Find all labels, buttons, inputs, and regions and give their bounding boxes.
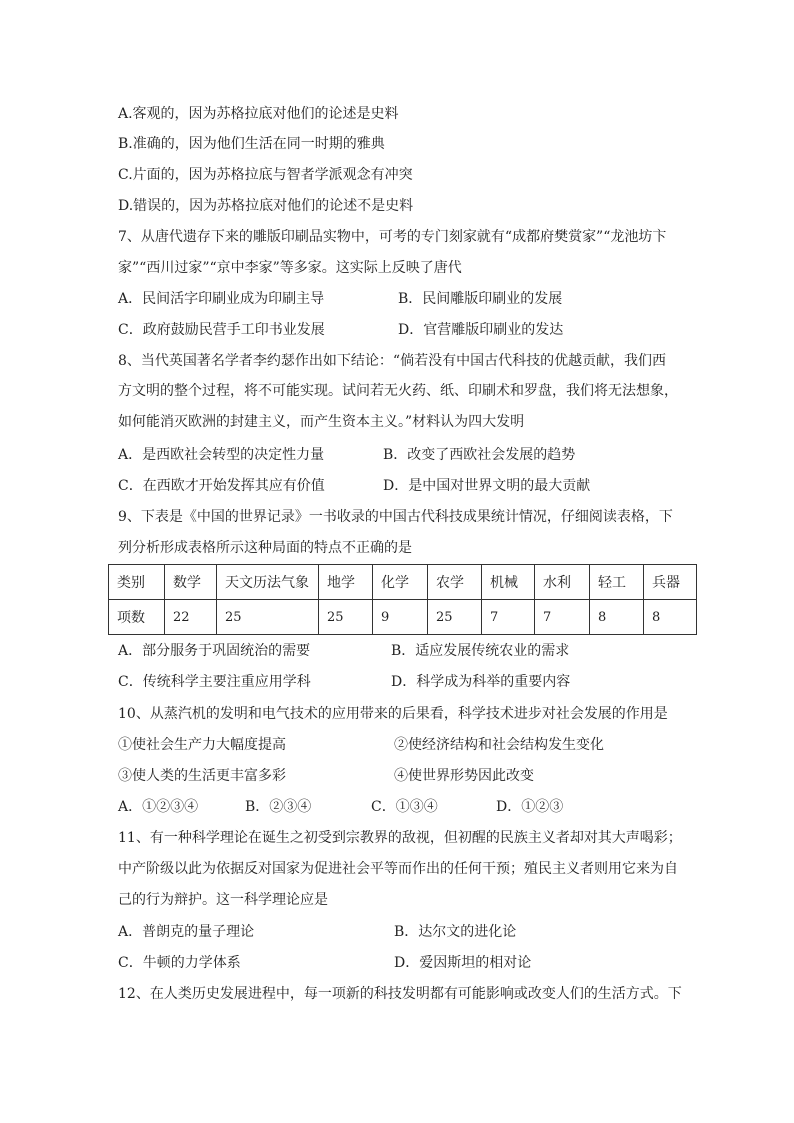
table-cell: 25 — [319, 600, 373, 635]
table-header-cell: 类别 — [109, 565, 165, 600]
table-cell: 9 — [373, 600, 428, 635]
q6-option-c: C.片面的，因为苏格拉底与智者学派观念有冲突 — [118, 167, 413, 183]
q8-option-c: C．在西欧才开始发挥其应有价值 — [118, 478, 325, 494]
q9-option-c: C．传统科学主要注重应用学科 — [118, 674, 311, 690]
table-cell: 25 — [217, 600, 319, 635]
table-header-cell: 农学 — [428, 565, 482, 600]
table-cell: 8 — [590, 600, 644, 635]
q8-stem-line2: 方文明的整个过程，将不可能实现。试问若无火药、纸、印刷术和罗盘，我们将无法想象， — [118, 383, 678, 399]
q7-option-c: C．政府鼓励民营手工印书业发展 — [118, 322, 325, 338]
table-cell: 7 — [482, 600, 535, 635]
q9-option-a: A．部分服务于巩固统治的需要 — [118, 643, 311, 659]
q9-option-d: D．科学成为科举的重要内容 — [391, 674, 571, 690]
q6-option-b: B.准确的，因为他们生活在同一时期的雅典 — [118, 136, 385, 152]
table-header-cell: 化学 — [373, 565, 428, 600]
q11-option-a: A．普朗克的量子理论 — [118, 924, 255, 940]
q12-stem-line1: 12、在人类历史发展进程中，每一项新的科技发明都有可能影响或改变人们的生活方式。下 — [118, 986, 682, 1002]
q6-option-d: D.错误的，因为苏格拉底对他们的论述不是史料 — [118, 198, 414, 214]
q7-option-b: B．民间雕版印刷业的发展 — [398, 291, 563, 307]
q11-stem-line1: 11、有一种科学理论在诞生之初受到宗教界的敌视，但初醒的民族主义者却对其大声喝彩； — [118, 830, 682, 846]
q9-option-b: B．适应发展传统农业的需求 — [391, 643, 570, 659]
q11-stem-line3: 己的行为辩护。这一科学理论应是 — [118, 892, 328, 908]
q8-option-b: B．改变了西欧社会发展的趋势 — [383, 447, 576, 463]
q10-stem: 10、从蒸汽机的发明和电气技术的应用带来的后果看，科学技术进步对社会发展的作用是 — [118, 706, 668, 722]
table-cell: 7 — [535, 600, 590, 635]
q10-option-a: A．①②③④ — [118, 799, 199, 815]
q10-option-b: B．②③④ — [245, 799, 312, 815]
table-cell: 项数 — [109, 600, 165, 635]
table-header-row — [109, 565, 697, 600]
q10-option-d: D．①②③ — [496, 799, 564, 815]
table-header-cell: 天文历法气象 — [217, 565, 319, 600]
q10-statement-4: ④使世界形势因此改变 — [394, 768, 534, 784]
q9-stem-line1: 9、下表是《中国的世界记录》一书收录的中国古代科技成果统计情况，仔细阅读表格，下 — [118, 509, 673, 525]
table-header-cell: 机械 — [482, 565, 535, 600]
q7-option-a: A．民间活字印刷业成为印刷主导 — [118, 291, 325, 307]
q9-stem-line2: 列分析形成表格所示这种局面的特点不正确的是 — [118, 540, 412, 556]
q11-option-b: B．达尔文的进化论 — [394, 924, 517, 940]
q7-stem-line2: 家”“西川过家”“京中李家”等多家。这实际上反映了唐代 — [118, 260, 462, 276]
q10-statement-3: ③使人类的生活更丰富多彩 — [118, 768, 286, 784]
q11-option-c: C．牛顿的力学体系 — [118, 955, 241, 971]
table-header-cell: 水利 — [535, 565, 590, 600]
table-cell: 8 — [644, 600, 697, 635]
q10-statement-1: ①使社会生产力大幅度提高 — [118, 737, 286, 753]
q8-option-a: A．是西欧社会转型的决定性力量 — [118, 447, 325, 463]
table-cell: 25 — [428, 600, 482, 635]
q7-option-d: D．官营雕版印刷业的发达 — [398, 322, 564, 338]
table-cell: 22 — [165, 600, 217, 635]
q10-option-c: C．①③④ — [371, 799, 438, 815]
q6-option-a: A.客观的，因为苏格拉底对他们的论述是史料 — [118, 106, 399, 122]
q10-statement-2: ②使经济结构和社会结构发生变化 — [394, 737, 604, 753]
q7-stem-line1: 7、从唐代遗存下来的雕版印刷品实物中，可考的专门刻家就有“成都府樊赏家”“龙池坊卞 — [118, 229, 667, 245]
table-header-cell: 数学 — [165, 565, 217, 600]
q11-stem-line2: 中产阶级以此为依据反对国家为促进社会平等而作出的任何干预；殖民主义者则用它来为自 — [118, 861, 678, 877]
table-row — [109, 600, 697, 635]
table-header-cell: 地学 — [319, 565, 373, 600]
q9-stats-table — [108, 564, 697, 635]
table-header-cell: 轻工 — [590, 565, 644, 600]
q8-stem-line3: 如何能消灭欧洲的封建主义，而产生资本主义。”材料认为四大发明 — [118, 414, 525, 430]
table-header-cell: 兵器 — [644, 565, 697, 600]
q8-option-d: D．是中国对世界文明的最大贡献 — [383, 478, 591, 494]
q8-stem-line1: 8、当代英国著名学者李约瑟作出如下结论：“倘若没有中国古代科技的优越贡献，我们西 — [118, 353, 667, 369]
q11-option-d: D．爱因斯坦的相对论 — [394, 955, 532, 971]
